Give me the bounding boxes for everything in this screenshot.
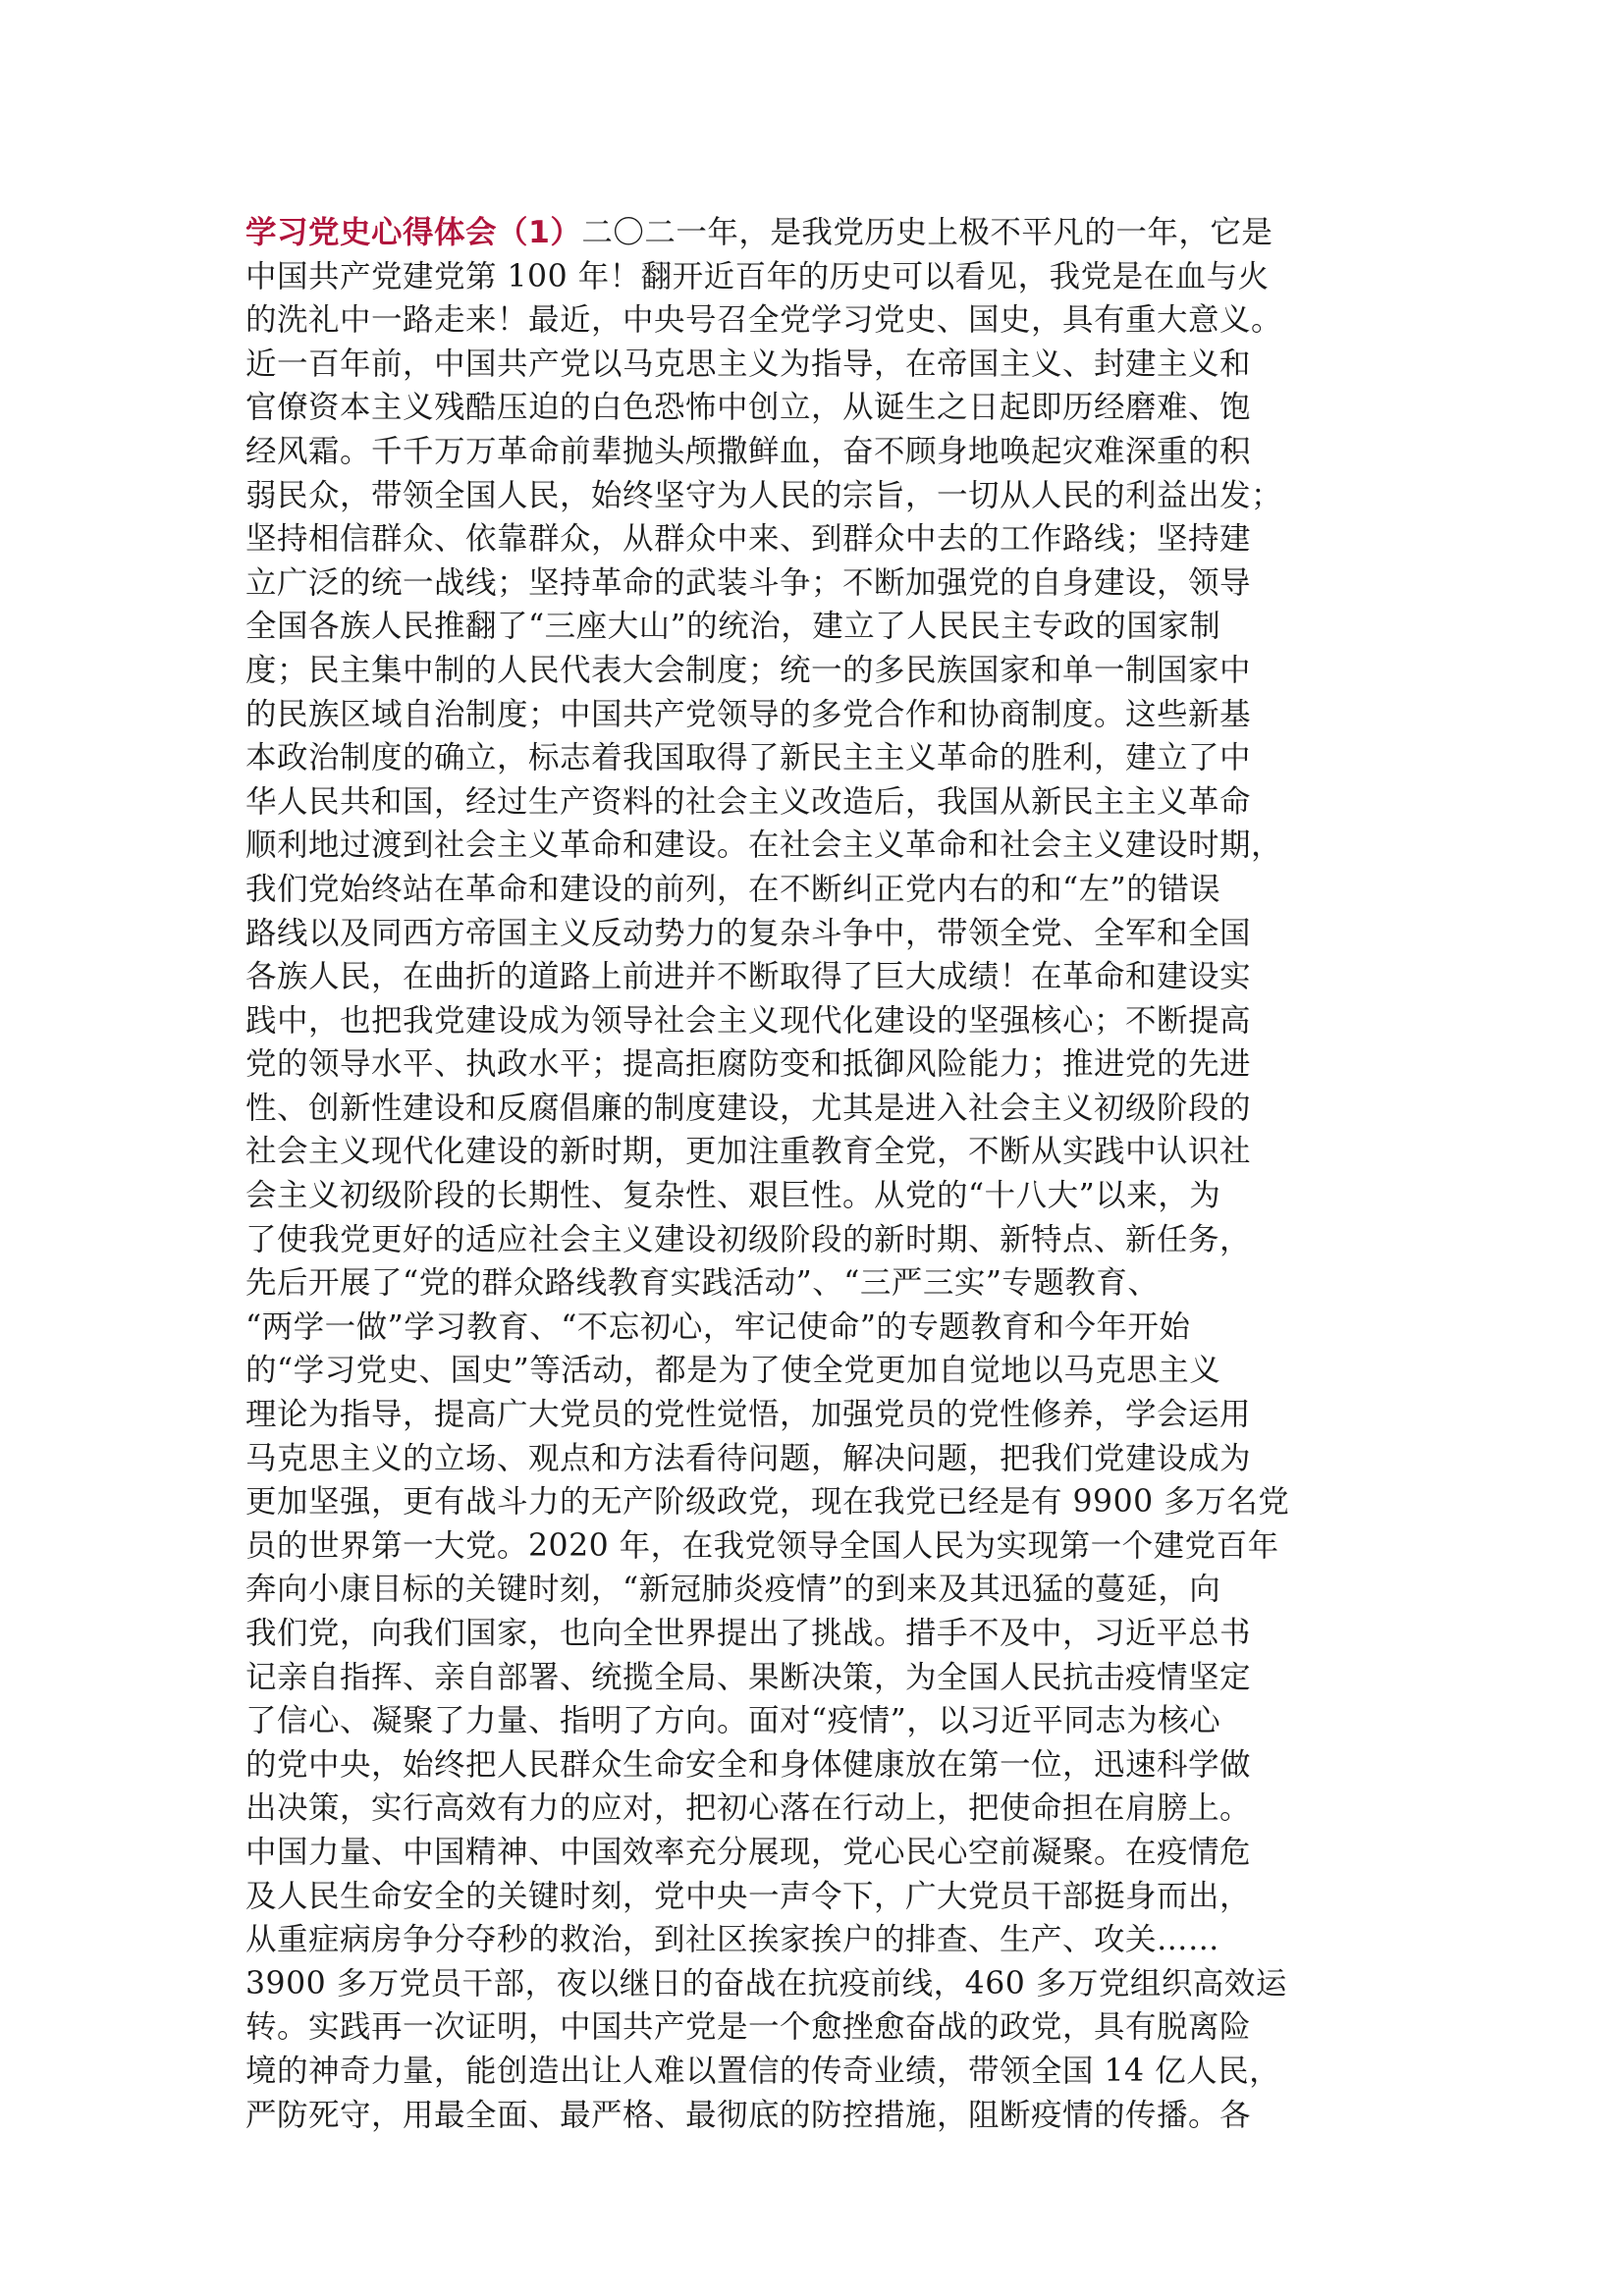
text-line: 3900 多万党员干部，夜以继日的奋战在抗疫前线，460 多万党组织高效运 [245,1965,1287,2002]
text-line: 出决策，实行高效有力的应对，把初心落在行动上，把使命担在肩膀上。 [245,1790,1252,1827]
text-line: 先后开展了“党的群众路线教育实践活动”、“三严三实”专题教育、 [245,1265,1160,1302]
text-line: 性、创新性建设和反腐倡廉的制度建设，尤其是进入社会主义初级阶段的 [245,1090,1252,1126]
text-line: 各族人民，在曲折的道路上前进并不断取得了巨大成绩！在革命和建设实 [245,959,1252,995]
text-line: 转。实践再一次证明，中国共产党是一个愈挫愈奋战的政党，具有脱离险 [245,2009,1252,2046]
text-line: 的民族区域自治制度；中国共产党领导的多党合作和协商制度。这些新基 [245,696,1252,732]
text-line: 中国共产党建党第 100 年！翻开近百年的历史可以看见，我党是在血与火 [245,258,1270,294]
text-line: 度；民主集中制的人民代表大会制度；统一的多民族国家和单一制国家中 [245,652,1252,688]
text-line: 顺利地过渡到社会主义革命和建设。在社会主义革命和社会主义建设时期， [245,828,1283,864]
text-line: 马克思主义的立场、观点和方法看待问题，解决问题，把我们党建设成为 [245,1440,1252,1476]
text-line [245,211,1384,255]
text-line: 立广泛的统一战线；坚持革命的武装斗争；不断加强党的自身建设，领导 [245,564,1252,601]
text-line: 境的神奇力量，能创造出让人难以置信的传奇业绩，带领全国 14 亿人民， [245,2053,1281,2089]
text-line: 社会主义现代化建设的新时期，更加注重教育全党，不断从实践中认识社 [245,1134,1252,1170]
text-line: 近一百年前，中国共产党以马克思主义为指导，在帝国主义、封建主义和 [245,346,1252,382]
text-line: 我们党始终站在革命和建设的前列，在不断纠正党内右的和“左”的错误 [245,871,1221,907]
text-line: 华人民共和国，经过生产资料的社会主义改造后，我国从新民主主义革命 [245,783,1252,820]
text-line: 的党中央，始终把人民群众生命安全和身体健康放在第一位，迅速科学做 [245,1746,1252,1783]
text-line: 会主义初级阶段的长期性、复杂性、艰巨性。从党的“十八大”以来，为 [245,1178,1221,1214]
text-line: 了信心、凝聚了力量、指明了方向。面对“疫情”，以习近平同志为核心 [245,1703,1221,1739]
text-line: 记亲自指挥、亲自部署、统揽全局、果断决策，为全国人民抗击疫情坚定 [245,1659,1252,1695]
text-line: 中国力量、中国精神、中国效率充分展现，党心民心空前凝聚。在疫情危 [245,1834,1252,1870]
text-line: 弱民众，带领全国人民，始终坚守为人民的宗旨，一切从人民的利益出发； [245,477,1283,513]
text-line: 路线以及同西方帝国主义反动势力的复杂斗争中，带领全党、全军和全国 [245,915,1252,951]
text-line: 奔向小康目标的关键时刻，“新冠肺炎疫情”的到来及其迅猛的蔓延，向 [245,1572,1221,1608]
text-line: 坚持相信群众、依靠群众，从群众中来、到群众中去的工作路线；坚持建 [245,521,1252,558]
text-line: “两学一做”学习教育、“不忘初心，牢记使命”的专题教育和今年开始 [245,1308,1191,1345]
text-line: 了使我党更好的适应社会主义建设初级阶段的新时期、新特点、新任务， [245,1221,1252,1257]
document-title: 学习党史心得体会（1） [245,215,582,250]
text-line: 党的领导水平、执政水平；提高拒腐防变和抵御风险能力；推进党的先进 [245,1046,1252,1083]
text-line: 官僚资本主义残酷压迫的白色恐怖中创立，从诞生之日起即历经磨难、饱 [245,390,1252,426]
text-line: 本政治制度的确立，标志着我国取得了新民主主义革命的胜利，建立了中 [245,740,1252,776]
text-line: 践中，也把我党建设成为领导社会主义现代化建设的坚强核心；不断提高 [245,1002,1252,1039]
text-line: 我们党，向我们国家，也向全世界提出了挑战。措手不及中，习近平总书 [245,1616,1252,1651]
text-line: 的洗礼中一路走来！最近，中央号召全党学习党史、国史，具有重大意义。 [245,302,1283,339]
text-line: 及人民生命安全的关键时刻，党中央一声令下，广大党员干部挺身而出， [245,1878,1252,1914]
text-line: 员的世界第一大党。2020 年，在我党领导全国人民为实现第一个建党百年 [245,1527,1279,1564]
article-body [245,211,1384,2137]
text-line: 经风霜。千千万万革命前辈抛头颅撒鲜血，奋不顾身地唤起灾难深重的积 [245,433,1252,469]
first-line-text: 二〇二一年，是我党历史上极不平凡的一年，它是 [581,215,1273,250]
text-line: 更加坚强，更有战斗力的无产阶级政党，现在我党已经是有 9900 多万名党 [245,1484,1290,1521]
text-line: 全国各族人民推翻了“三座大山”的统治，建立了人民民主专政的国家制 [245,609,1221,645]
text-line: 从重症病房争分夺秒的救治，到社区挨家挨户的排查、生产、攻关…… [245,1922,1220,1958]
text-line: 理论为指导，提高广大党员的党性觉悟，加强党员的党性修养，学会运用 [245,1397,1252,1433]
text-line: 严防死守，用最全面、最严格、最彻底的防控措施，阻断疫情的传播。各 [245,2097,1252,2133]
text-line: 的“学习党史、国史”等活动，都是为了使全党更加自觉地以马克思主义 [245,1353,1221,1389]
